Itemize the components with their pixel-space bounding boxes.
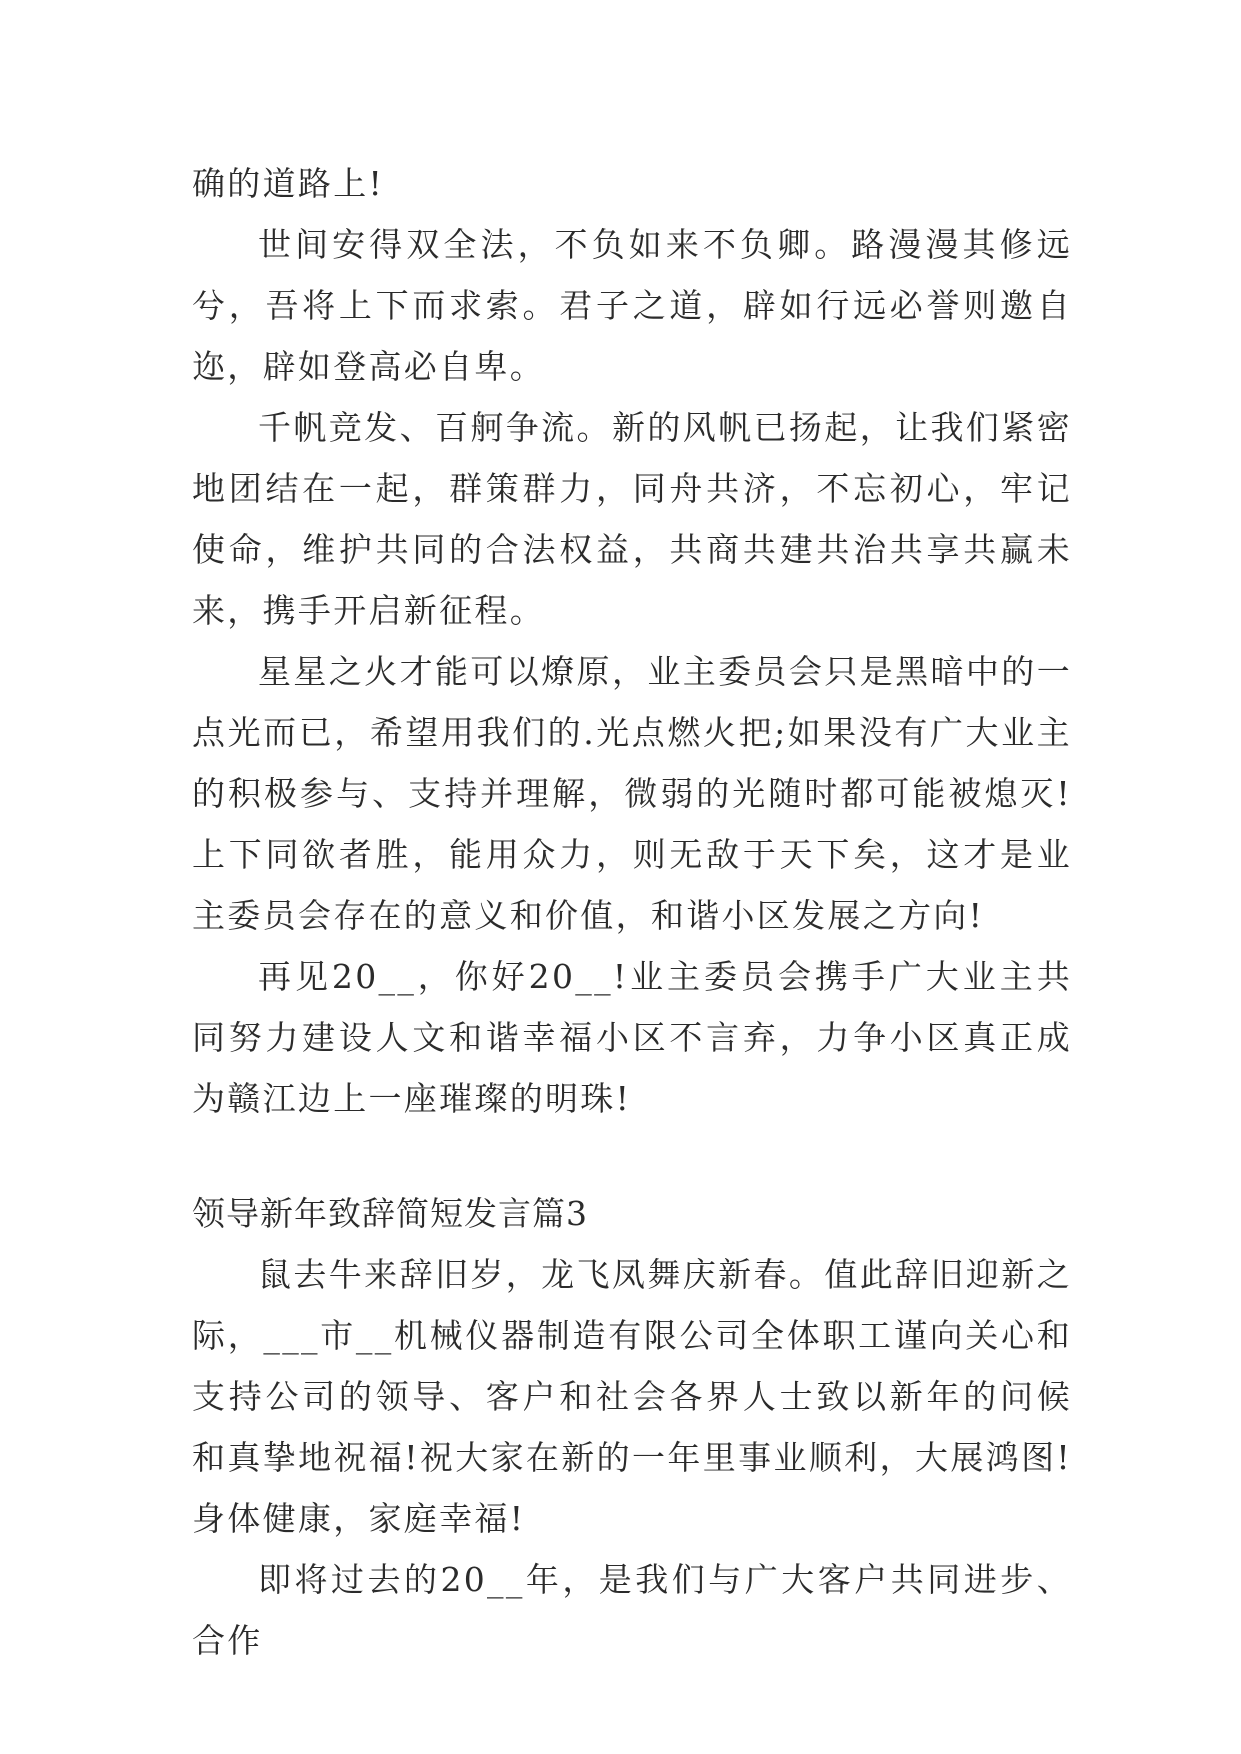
paragraph: 再见20__，你好20__!业主委员会携手广大业主共同努力建设人文和谐幸福小区不言弃，力争小区真正成为赣江边上一座璀璨的明珠! [192, 957, 1072, 1118]
paragraph-continuation: 确的道路上! [192, 164, 385, 203]
paragraph: 世间安得双全法，不负如来不负卿。路漫漫其修远兮，吾将上下而求索。君子之道，辟如行远必誉则邀自迩，辟如登高必自卑。 [192, 225, 1072, 386]
document-body [192, 153, 1072, 1671]
paragraph: 星星之火才能可以燎原，业主委员会只是黑暗中的一点光而已，希望用我们的.光点燃火把;如果没有广大业主的积极参与、支持并理解，微弱的光随时都可能被熄灭!上下同欲者胜，能用众力，则无敌于天下矣，这才是业主委员会存在的意义和价值，和谐小区发展之方向! [192, 652, 1072, 935]
paragraph: 即将过去的20__年，是我们与广大客户共同进步、合作 [192, 1560, 1072, 1660]
section-heading: 领导新年致辞简短发言篇3 [192, 1194, 588, 1233]
paragraph: 千帆竞发、百舸争流。新的风帆已扬起，让我们紧密地团结在一起，群策群力，同舟共济，不忘初心，牢记使命，维护共同的合法权益，共商共建共治共享共赢未来，携手开启新征程。 [192, 408, 1072, 630]
paragraph: 鼠去牛来辞旧岁，龙飞凤舞庆新春。值此辞旧迎新之际，___市__机械仪器制造有限公司全体职工谨向关心和支持公司的领导、客户和社会各界人士致以新年的问候和真挚地祝福!祝大家在新的一年里事业顺利，大展鸿图!身体健康，家庭幸福! [192, 1255, 1072, 1538]
